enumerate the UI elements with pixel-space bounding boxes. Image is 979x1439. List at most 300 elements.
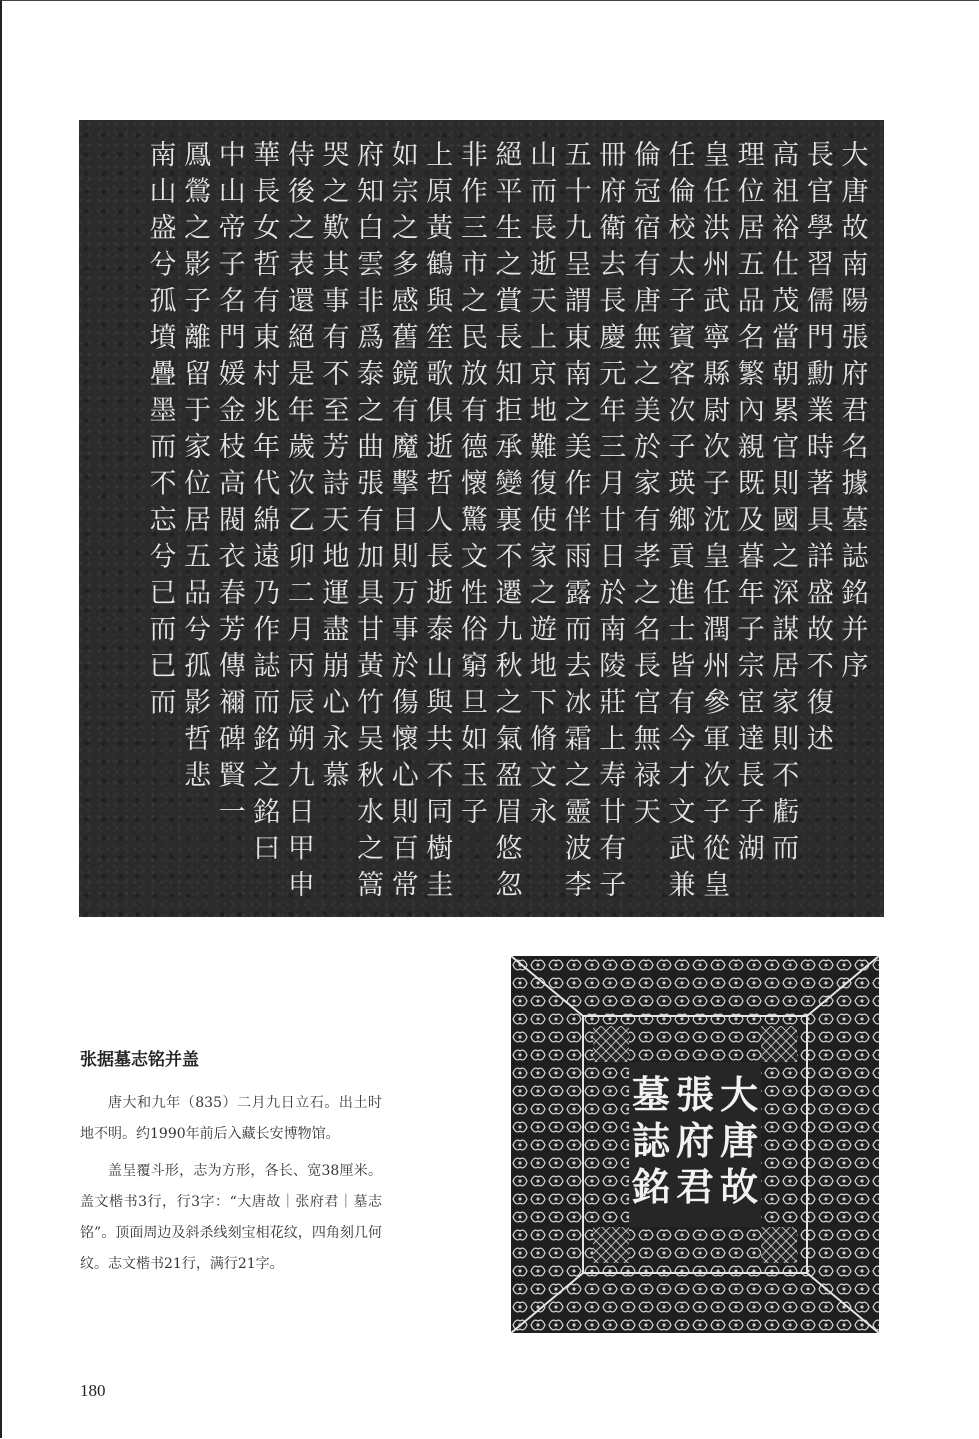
inscription-char: 名 — [737, 322, 765, 354]
inscription-column — [634, 140, 662, 828]
inscription-char: 後 — [287, 176, 315, 208]
inscription-char: 性 — [460, 578, 488, 609]
inscription-char: 唐 — [633, 286, 661, 317]
inscription-char: 旦 — [460, 687, 488, 719]
inscription-char: 甲 — [287, 833, 315, 865]
cover-title-char: 唐 — [719, 1118, 759, 1163]
inscription-char: 枝 — [218, 432, 246, 463]
inscription-char: 無 — [633, 724, 661, 755]
inscription-char: 謀 — [772, 614, 800, 646]
inscription-char: 居 — [737, 213, 765, 244]
inscription-char: 逝 — [426, 578, 454, 609]
inscription-char: 去 — [564, 651, 592, 682]
inscription-char: 次 — [287, 468, 315, 500]
inscription-char: 當 — [772, 322, 800, 354]
inscription-char: 子 — [460, 797, 488, 828]
inscription-char: 之 — [495, 249, 523, 281]
inscription-char: 曰 — [253, 833, 281, 865]
inscription-char: 賞 — [495, 286, 523, 317]
inscription-char: 而 — [149, 432, 177, 463]
inscription-char: 墓 — [841, 505, 869, 536]
inscription-column — [669, 140, 698, 901]
inscription-char: 高 — [218, 468, 246, 500]
inscription-char: 崩 — [322, 651, 350, 682]
inscription-char: 士 — [668, 614, 696, 646]
inscription-char: 尉 — [703, 395, 731, 427]
inscription-char: 府 — [357, 140, 385, 171]
inscription-char: 子 — [668, 432, 696, 463]
inscription-char: 陽 — [841, 286, 869, 317]
inscription-char: 舊 — [391, 322, 419, 354]
inscription-char: 天 — [633, 797, 661, 828]
inscription-column — [530, 140, 557, 828]
inscription-char: 太 — [668, 249, 696, 281]
inscription-char: 詳 — [806, 541, 834, 573]
inscription-char: 銘 — [253, 724, 281, 755]
inscription-char: 九 — [495, 614, 523, 646]
inscription-char: 遊 — [530, 614, 558, 646]
inscription-char: 不 — [772, 760, 800, 792]
inscription-column — [357, 140, 386, 901]
inscription-char: 祖 — [772, 176, 800, 208]
inscription-char: 氣 — [495, 724, 523, 755]
inscription-char: 脩 — [530, 724, 558, 755]
inscription-char: 難 — [530, 432, 558, 463]
inscription-char: 秋 — [495, 651, 523, 682]
inscription-char: 運 — [322, 578, 350, 609]
inscription-char: 綿 — [253, 505, 281, 536]
inscription-char: 親 — [737, 432, 765, 463]
inscription-char: 才 — [668, 760, 696, 792]
inscription-char: 代 — [253, 468, 281, 500]
inscription-char: 留 — [184, 359, 212, 390]
inscription-char: 事 — [322, 286, 350, 317]
cover-title-char: 大 — [719, 1072, 759, 1117]
inscription-char: 墨 — [149, 395, 177, 427]
inscription-char: 泰 — [426, 614, 454, 646]
inscription-char: 則 — [772, 468, 800, 500]
inscription-char: 作 — [564, 468, 592, 500]
inscription-char: 於 — [599, 578, 627, 609]
inscription-column — [565, 140, 592, 901]
inscription-char: 鄉 — [668, 505, 696, 536]
inscription-char: 軍 — [703, 724, 731, 755]
inscription-char: 哭 — [322, 140, 350, 171]
inscription-char: 伴 — [564, 505, 592, 536]
inscription-char: 俗 — [460, 614, 488, 646]
inscription-char: 丙 — [287, 651, 315, 682]
inscription-char: 盛 — [149, 213, 177, 244]
inscription-char: 白 — [357, 213, 385, 244]
inscription-char: 湖 — [737, 833, 765, 865]
inscription-char: 與 — [426, 687, 454, 719]
inscription-char: 孤 — [149, 286, 177, 317]
inscription-char: 絕 — [287, 322, 315, 354]
inscription-char: 永 — [322, 724, 350, 755]
inscription-char: 不 — [806, 651, 834, 682]
inscription-char: 德 — [460, 432, 488, 463]
inscription-char: 之 — [633, 578, 661, 609]
inscription-char: 參 — [703, 687, 731, 719]
inscription-char: 高 — [772, 140, 800, 171]
inscription-char: 校 — [668, 213, 696, 244]
inscription-char: 媛 — [218, 359, 246, 390]
cover-title-char: 墓 — [631, 1072, 671, 1117]
inscription-char: 皇 — [703, 541, 731, 573]
inscription-char: 多 — [391, 249, 419, 281]
inscription-char: 次 — [668, 395, 696, 427]
epitaph-rubbing-image — [79, 120, 884, 917]
inscription-char: 於 — [391, 651, 419, 682]
cover-rubbing-image — [511, 956, 879, 1333]
inscription-char: 宦 — [737, 687, 765, 719]
inscription-char: 孤 — [184, 651, 212, 682]
inscription-char: 辰 — [287, 687, 315, 719]
inscription-char: 忽 — [495, 870, 523, 901]
inscription-char: 銘 — [841, 578, 869, 609]
inscription-column — [288, 140, 316, 901]
inscription-char: 芳 — [218, 614, 246, 646]
inscription-char: 歎 — [322, 213, 350, 244]
inscription-char: 申 — [287, 870, 315, 901]
inscription-char: 南 — [841, 249, 869, 281]
inscription-char: 有 — [357, 505, 385, 536]
inscription-char: 兮 — [184, 614, 212, 646]
inscription-char: 而 — [564, 614, 592, 646]
inscription-char: 乃 — [253, 578, 281, 609]
corner-geometric-pattern — [761, 1227, 797, 1263]
inscription-char: 村 — [253, 359, 281, 390]
inscription-char: 誌 — [841, 541, 869, 573]
inscription-char: 於 — [633, 432, 661, 463]
inscription-char: 深 — [772, 578, 800, 609]
inscription-char: 學 — [806, 213, 834, 244]
inscription-char: 大 — [841, 140, 869, 171]
inscription-char: 寧 — [703, 322, 731, 354]
inscription-char: 慕 — [322, 760, 350, 792]
inscription-char: 東 — [253, 322, 281, 354]
inscription-char: 女 — [253, 213, 281, 244]
inscription-char: 之 — [772, 541, 800, 573]
inscription-char: 鶯 — [184, 176, 212, 208]
inscription-char: 而 — [253, 687, 281, 719]
inscription-char: 日 — [287, 797, 315, 828]
inscription-char: 家 — [633, 468, 661, 500]
inscription-char: 朔 — [287, 724, 315, 755]
inscription-char: 絕 — [495, 140, 523, 171]
inscription-char: 如 — [460, 724, 488, 755]
inscription-char: 盛 — [806, 578, 834, 609]
inscription-char: 兼 — [668, 870, 696, 901]
inscription-char: 暮 — [737, 541, 765, 573]
inscription-char: 已 — [149, 578, 177, 609]
inscription-char: 并 — [841, 614, 869, 646]
inscription-char: 詩 — [322, 468, 350, 500]
inscription-char: 離 — [184, 322, 212, 354]
inscription-char: 裕 — [772, 213, 800, 244]
inscription-char: 具 — [806, 505, 834, 536]
inscription-char: 述 — [806, 724, 834, 755]
inscription-char: 子 — [668, 286, 696, 317]
inscription-char: 銘 — [253, 797, 281, 828]
inscription-char: 疊 — [149, 359, 177, 390]
inscription-char: 之 — [564, 395, 592, 427]
inscription-column — [253, 140, 281, 865]
inscription-char: 業 — [806, 395, 834, 427]
inscription-char: 帝 — [218, 213, 246, 244]
inscription-char: 復 — [806, 687, 834, 719]
inscription-char: 有 — [633, 249, 661, 281]
inscription-char: 有 — [391, 395, 419, 427]
inscription-char: 笙 — [426, 322, 454, 354]
inscription-char: 日 — [599, 541, 627, 573]
inscription-char: 廿 — [599, 505, 627, 536]
inscription-char: 驚 — [460, 505, 488, 536]
inscription-char: 美 — [564, 432, 592, 463]
inscription-char: 玉 — [460, 760, 488, 792]
inscription-char: 万 — [391, 578, 419, 609]
inscription-char: 金 — [218, 395, 246, 427]
inscription-char: 山 — [530, 140, 558, 171]
inscription-char: 心 — [391, 760, 419, 792]
inscription-column — [219, 140, 248, 828]
inscription-char: 有 — [460, 395, 488, 427]
inscription-char: 禄 — [633, 760, 661, 792]
inscription-char: 州 — [703, 651, 731, 682]
inscription-char: 謂 — [564, 286, 592, 317]
inscription-char: 名 — [218, 286, 246, 317]
inscription-char: 盈 — [495, 760, 523, 792]
inscription-char: 侍 — [287, 140, 315, 171]
inscription-char: 傳 — [218, 651, 246, 682]
cover-title — [631, 1072, 758, 1209]
inscription-char: 靈 — [564, 797, 592, 828]
inscription-char: 承 — [495, 432, 523, 463]
inscription-char: 之 — [287, 213, 315, 244]
inscription-char: 遷 — [495, 578, 523, 609]
inscription-char: 市 — [460, 249, 488, 281]
inscription-char: 縣 — [703, 359, 731, 390]
inscription-column — [599, 140, 626, 901]
inscription-char: 春 — [218, 578, 246, 609]
inscription-char: 州 — [703, 249, 731, 281]
inscription-char: 文 — [460, 541, 488, 573]
inscription-char: 倫 — [668, 176, 696, 208]
inscription-column — [461, 140, 489, 828]
inscription-char: 美 — [633, 395, 661, 427]
inscription-char: 秋 — [357, 760, 385, 792]
inscription-char: 子 — [184, 286, 212, 317]
inscription-char: 繁 — [737, 359, 765, 390]
inscription-char: 而 — [149, 687, 177, 719]
inscription-char: 子 — [737, 614, 765, 646]
inscription-char: 竹 — [357, 687, 385, 719]
inscription-char: 序 — [841, 651, 869, 682]
inscription-char: 影 — [184, 687, 212, 719]
inscription-char: 茂 — [772, 286, 800, 317]
inscription-char: 寿 — [599, 760, 627, 792]
inscription-char: 放 — [460, 359, 488, 390]
inscription-char: 與 — [426, 286, 454, 317]
cover-title-char: 銘 — [631, 1164, 671, 1209]
inscription-char: 子 — [703, 468, 731, 500]
inscription-char: 累 — [772, 395, 800, 427]
inscription-char: 從 — [703, 833, 731, 865]
inscription-char: 任 — [668, 140, 696, 171]
inscription-char: 廿 — [599, 797, 627, 828]
inscription-char: 哲 — [253, 249, 281, 281]
caption-paragraph: 盖呈覆斗形，志为方形，各长、宽38厘米。盖文楷书3行，行3字：“大唐故｜张府君｜墓志铭”。顶面周边及斜杀线刻宝相花纹，四角刻几何纹。志文楷书21行，满行21字。 — [80, 1163, 382, 1272]
inscription-char: 無 — [633, 322, 661, 354]
inscription-char: 上 — [530, 322, 558, 354]
inscription-char: 使 — [530, 505, 558, 536]
inscription-char: 潤 — [703, 614, 731, 646]
inscription-char: 莊 — [599, 687, 627, 719]
inscription-char: 居 — [184, 505, 212, 536]
inscription-char: 如 — [391, 140, 419, 171]
inscription-char: 眉 — [495, 797, 523, 828]
inscription-char: 衛 — [599, 213, 627, 244]
inscription-char: 影 — [184, 249, 212, 281]
inscription-char: 南 — [149, 140, 177, 171]
inscription-char: 儒 — [806, 286, 834, 317]
inscription-char: 則 — [391, 797, 419, 828]
inscription-char: 擊 — [391, 468, 419, 500]
inscription-char: 芳 — [322, 432, 350, 463]
inscription-char: 年 — [253, 432, 281, 463]
inscription-char: 泰 — [357, 359, 385, 390]
inscription-char: 魔 — [391, 432, 419, 463]
inscription-char: 故 — [841, 213, 869, 244]
inscription-char: 子 — [737, 797, 765, 828]
inscription-char: 同 — [426, 797, 454, 828]
inscription-char: 皆 — [668, 651, 696, 682]
inscription-char: 習 — [806, 249, 834, 281]
inscription-char: 不 — [495, 541, 523, 573]
inscription-char: 樹 — [426, 833, 454, 865]
inscription-char: 非 — [357, 286, 385, 317]
inscription-char: 長 — [633, 651, 661, 682]
inscription-column — [426, 140, 455, 901]
inscription-char: 哲 — [426, 468, 454, 500]
inscription-char: 次 — [703, 432, 731, 463]
inscription-char: 事 — [391, 614, 419, 646]
inscription-char: 孝 — [633, 541, 661, 573]
inscription-char: 盡 — [322, 614, 350, 646]
inscription-char: 官 — [806, 176, 834, 208]
inscription-char: 武 — [703, 286, 731, 317]
page-number: 180 — [80, 1381, 106, 1400]
inscription-char: 京 — [530, 359, 558, 390]
inscription-char: 心 — [322, 687, 350, 719]
inscription-char: 卯 — [287, 541, 315, 573]
inscription-char: 圭 — [426, 870, 454, 901]
inscription-char: 理 — [737, 140, 765, 171]
inscription-char: 慶 — [599, 322, 627, 354]
inscription-char: 年 — [599, 395, 627, 427]
inscription-char: 之 — [253, 760, 281, 792]
inscription-char: 平 — [495, 176, 523, 208]
inscription-char: 墳 — [149, 322, 177, 354]
inscription-char: 有 — [668, 687, 696, 719]
inscription-char: 年 — [287, 395, 315, 427]
inscription-char: 有 — [253, 286, 281, 317]
inscription-char: 南 — [564, 359, 592, 390]
inscription-char: 唐 — [841, 176, 869, 208]
inscription-char: 九 — [564, 213, 592, 244]
inscription-char: 宗 — [737, 651, 765, 682]
inscription-char: 張 — [357, 468, 385, 500]
epitaph-inscription — [79, 120, 884, 917]
inscription-column — [738, 140, 765, 865]
inscription-char: 二 — [287, 578, 315, 609]
inscription-char: 家 — [184, 432, 212, 463]
inscription-char: 逝 — [530, 249, 558, 281]
inscription-column — [392, 140, 420, 901]
inscription-char: 之 — [391, 213, 419, 244]
inscription-char: 之 — [495, 687, 523, 719]
cover-title-char: 誌 — [631, 1118, 671, 1163]
inscription-char: 鏡 — [391, 359, 419, 390]
corner-geometric-pattern — [761, 1026, 797, 1062]
inscription-char: 任 — [703, 176, 731, 208]
inscription-char: 官 — [633, 687, 661, 719]
inscription-char: 爲 — [357, 322, 385, 354]
inscription-char: 冰 — [564, 687, 592, 719]
inscription-char: 宿 — [633, 213, 661, 244]
inscription-char: 進 — [668, 578, 696, 609]
inscription-column — [323, 140, 352, 792]
inscription-char: 虧 — [772, 797, 800, 828]
inscription-char: 非 — [460, 140, 488, 171]
inscription-char: 冊 — [599, 140, 627, 171]
inscription-char: 禰 — [218, 687, 246, 719]
inscription-char: 貢 — [668, 541, 696, 573]
inscription-char: 今 — [668, 724, 696, 755]
inscription-char: 共 — [426, 724, 454, 755]
inscription-char: 據 — [841, 468, 869, 500]
inscription-char: 位 — [737, 176, 765, 208]
inscription-char: 子 — [599, 870, 627, 901]
inscription-column — [150, 140, 179, 719]
inscription-char: 于 — [184, 395, 212, 427]
inscription-char: 作 — [460, 176, 488, 208]
inscription-char: 加 — [357, 541, 385, 573]
inscription-char: 目 — [391, 505, 419, 536]
inscription-char: 誌 — [253, 651, 281, 682]
inscription-char: 府 — [599, 176, 627, 208]
inscription-char: 悠 — [495, 833, 523, 865]
inscription-char: 常 — [391, 870, 419, 901]
inscription-char: 長 — [806, 140, 834, 171]
inscription-char: 不 — [426, 760, 454, 792]
inscription-char: 鳳 — [184, 140, 212, 171]
inscription-char: 呈 — [564, 249, 592, 281]
inscription-char: 次 — [703, 760, 731, 792]
inscription-char: 兮 — [149, 541, 177, 573]
inscription-char: 長 — [599, 286, 627, 317]
inscription-char: 吴 — [357, 724, 385, 755]
inscription-char: 生 — [495, 213, 523, 244]
inscription-char: 之 — [530, 578, 558, 609]
inscription-column — [842, 140, 870, 682]
inscription-char: 則 — [391, 541, 419, 573]
inscription-char: 十 — [564, 176, 592, 208]
inscription-char: 悲 — [184, 760, 212, 792]
inscription-char: 上 — [426, 140, 454, 171]
inscription-char: 其 — [322, 249, 350, 281]
inscription-column — [703, 140, 731, 901]
